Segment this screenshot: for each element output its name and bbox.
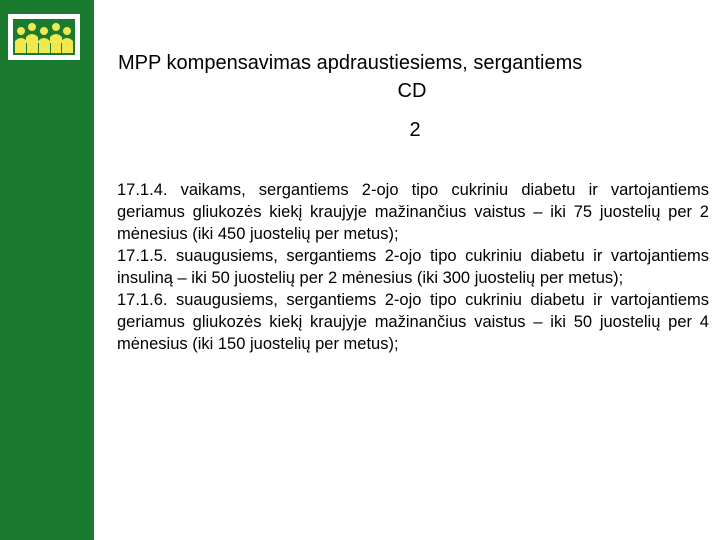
slide-title [112, 49, 712, 105]
logo-graphic [13, 19, 75, 55]
page-number: 2 [409, 119, 421, 141]
slide-title-line1: MPP kompensavimas apdraustiesiems, sergantiems [118, 52, 583, 74]
slide-body [117, 179, 709, 355]
left-sidebar-band [0, 0, 94, 540]
list-item: 17.1.6. suaugusiems, sergantiems 2-ojo tipo cukriniu diabetu ir vartojantiems geriamus gliukozės kiekį kraujyje mažinančius vaistus – iki 50 juostelių per 4 mėnesius (iki 150 juostelių per metus); [117, 291, 709, 353]
list-item: 17.1.4. vaikams, sergantiems 2-ojo tipo cukriniu diabetu ir vartojantiems geriamus gliukozės kiekį kraujyje mažinančius vaistus – iki 75 juostelių per 2 mėnesius (iki 450 juostelių per metus); [117, 181, 709, 243]
list-item: 17.1.5. suaugusiems, sergantiems 2-ojo tipo cukriniu diabetu ir vartojantiems insuliną – iki 50 juostelių per 2 mėnesius (iki 300 juostelių per metus); [117, 247, 709, 287]
slide-title-line2: CD [397, 80, 427, 102]
people-group-logo-icon [8, 14, 80, 60]
